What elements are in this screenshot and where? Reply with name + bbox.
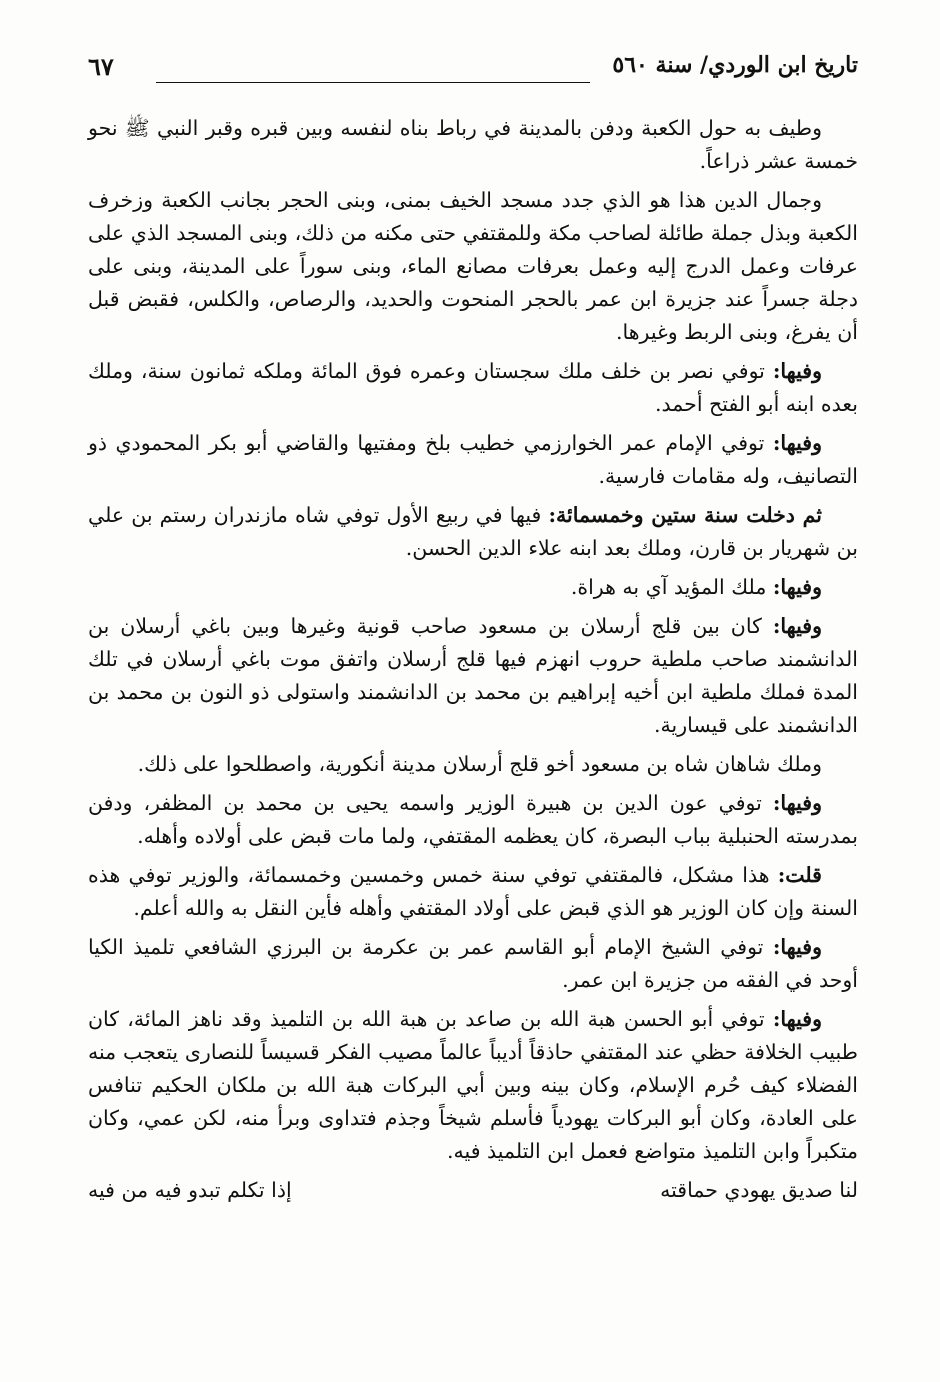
page-header (88, 52, 858, 98)
paragraph-lead: وفيها: (772, 614, 822, 638)
paragraph-12: وفيها: توفي أبو الحسن هبة الله بن صاعد بن هبة الله بن التلميذ وقد ناهز المائة، كان طبيب الخلافة حظي عند المقتفي حاذقاً أديباً عالماً مصيب الفكر قسيساً للنصارى يتعجب منه الفضلاء كيف حُرم الإسلام، وكان بينه وبين أبي البركات هبة الله بن ملكان الحكيم تنافس على العادة، وكان أبو البركات يهودياً فأسلم شيخاً وجذم فتداوى وبرأ منه، لكن عمي، وكان متكبراً وابن التلميذ متواضع فعمل ابن التلميذ فيه. (88, 1007, 858, 1163)
paragraph-2: وجمال الدين هذا هو الذي جدد مسجد الخيف بمنى، وبنى الحجر بجانب الكعبة وزخرف الكعبة وبذل جملة طائلة لصاحب مكة وللمقتفي حتى مكنه من ذلك، وبنى المسجد الذي على عرفات وعمل الدرج إليه وعمل بعرفات مصانع الماء، وبنى سوراً على المدينة، وبنى على دجلة جسراً عند جزيرة ابن عمر بالحجر المنحوت والحديد، والرصاص، والكلس، فقبض قبل أن يفرغ، وبنى الربط وغيرها. (88, 188, 858, 344)
paragraph-lead: قلت: (777, 863, 822, 887)
paragraph-1: وطيف به حول الكعبة ودفن بالمدينة في رباط بناه لنفسه وبين قبره وقبر النبي ﷺ نحو خمسة عشر ذراعاً. (88, 116, 858, 173)
paragraph-lead: وفيها: (772, 431, 822, 455)
year-heading: ثم دخلت سنة ستين وخمسمائة: (548, 503, 822, 527)
paragraph-10: قلت: هذا مشكل، فالمقتفي توفي سنة خمس وخمسين وخمسمائة، والوزير توفي هذه السنة وإن كان الوزير هو الذي قبض على أولاد المقتفي وأهله فأين النقل به والله أعلم. (88, 863, 858, 920)
paragraph-11: وفيها: توفي الشيخ الإمام أبو القاسم عمر بن عكرمة بن البرزي الشافعي تلميذ الكيا أوحد في الفقه من جزيرة ابن عمر. (88, 935, 858, 992)
main-text (88, 112, 858, 1168)
paragraph-lead: وفيها: (772, 935, 822, 959)
paragraph-4: وفيها: توفي الإمام عمر الخوارزمي خطيب بلخ ومفتيها والقاضي أبو بكر المحمودي ذو التصانيف، وله مقامات فارسية. (88, 431, 858, 488)
header-rule (156, 82, 590, 83)
paragraph-5: ثم دخلت سنة ستين وخمسمائة: فيها في ربيع الأول توفي شاه مازندران رستم بن علي بن شهريار بن قارن، وملك بعد ابنه علاء الدين الحسن. (88, 503, 858, 560)
paragraph-lead: وفيها: (772, 1007, 822, 1031)
paragraph-lead: وفيها: (772, 791, 822, 815)
paragraph-6: وفيها: ملك المؤيد آي به هراة. (570, 575, 822, 599)
paragraph-lead: وفيها: (772, 575, 822, 599)
poem-verse (88, 1178, 858, 1202)
paragraph-8: وملك شاهان شاه بن مسعود أخو قلج أرسلان مدينة أنكورية، واصطلحوا على ذلك. (137, 752, 822, 776)
verse-second-hemistich: إذا تكلم تبدو فيه من فيه (88, 1178, 292, 1202)
paragraph-3: وفيها: توفي نصر بن خلف ملك سجستان وعمره فوق المائة وملكه ثمانون سنة، وملك بعده ابنه أبو الفتح أحمد. (88, 359, 858, 416)
paragraph-9: وفيها: توفي عون الدين بن هبيرة الوزير واسمه يحيى بن محمد بن المظفر، ودفن بمدرسته الحنبلية بباب البصرة، كان يعظمه المقتفي، ولما مات قبض على أولاده وأهله. (88, 791, 858, 848)
paragraph-lead: وفيها: (772, 359, 822, 383)
paragraph-7: وفيها: كان بين قلج أرسلان بن مسعود صاحب قونية وغيرها وبين باغي أرسلان بن الدانشمند صاحب ملطية حروب انهزم فيها قلج أرسلان واتفق موت باغي أرسلان في تلك المدة فملك ملطية ابن أخيه إبراهيم بن محمد بن الدانشمند واستولى ذو النون بن محمد بن الدانشمند على قيسارية. (88, 614, 858, 737)
running-title: تاريخ ابن الوردي/ سنة ٥٦٠ (612, 52, 858, 78)
page-number: ٦٧ (88, 52, 114, 81)
verse-first-hemistich: لنا صديق يهودي حماقته (660, 1178, 858, 1202)
